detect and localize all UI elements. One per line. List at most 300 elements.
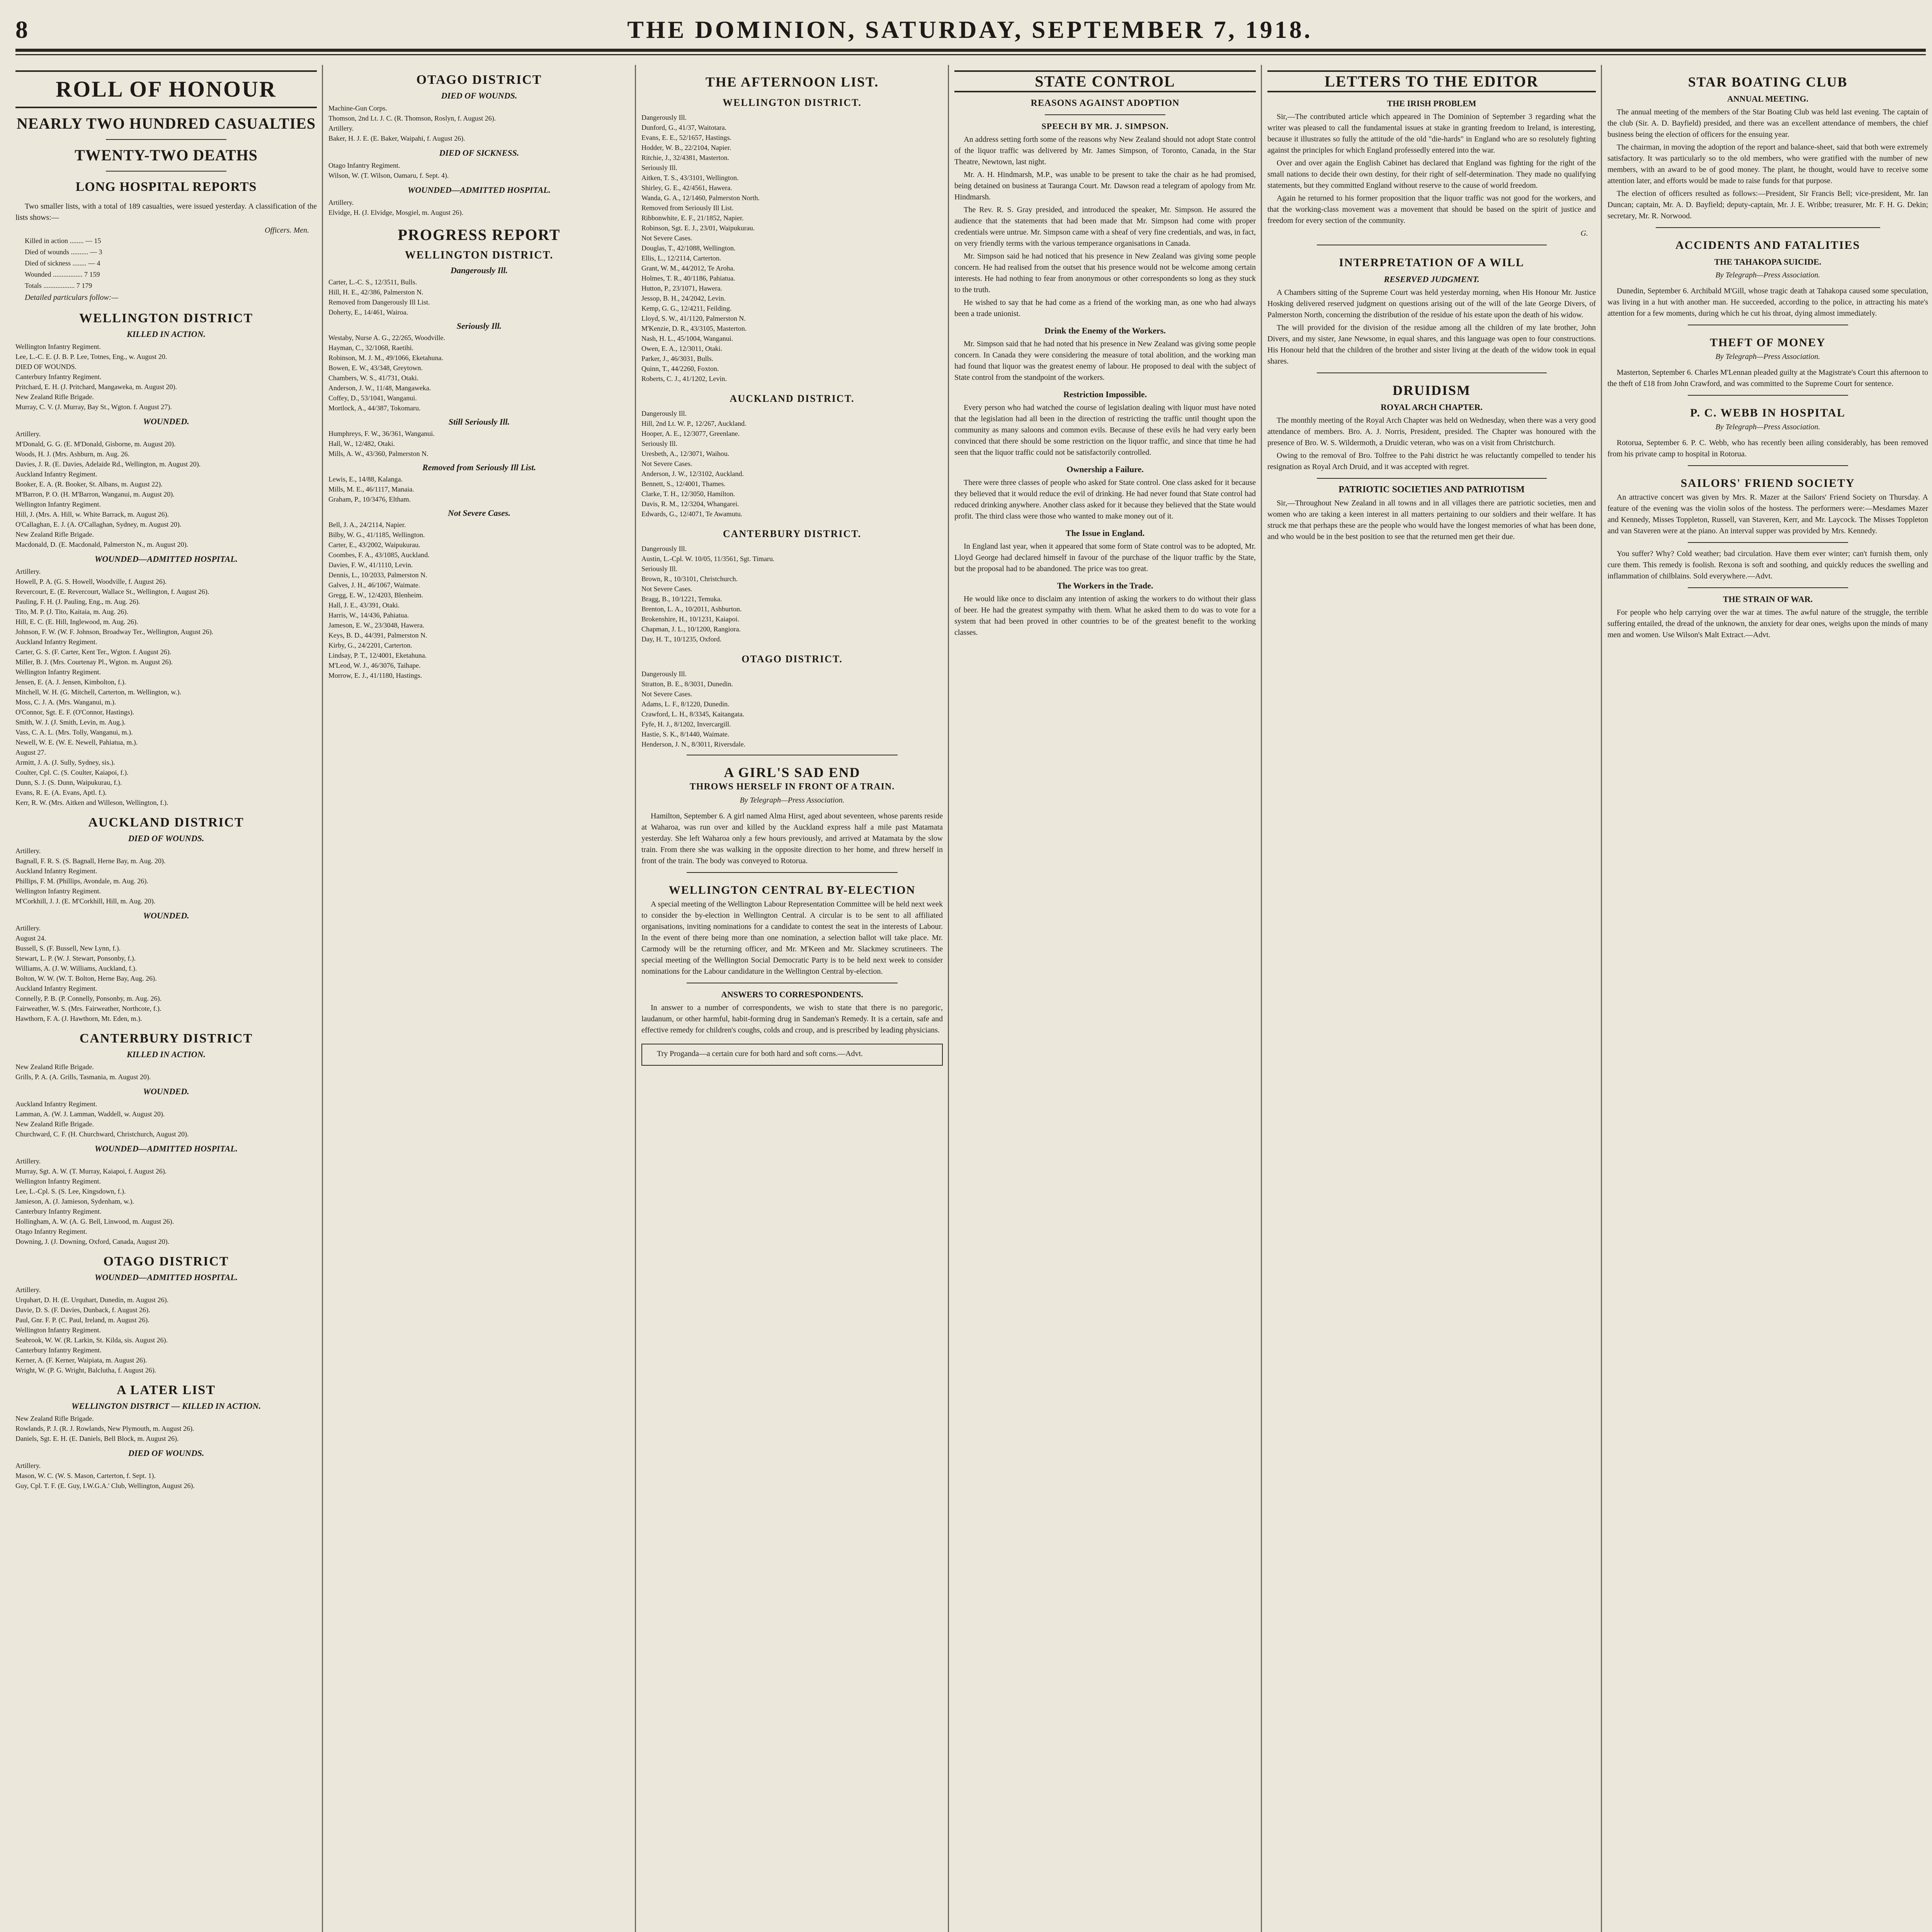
girl-byline: By Telegraph—Press Association. (740, 796, 845, 804)
casualty-entry: Booker, E. A. (R. Booker, St. Albans, m. August 22). (15, 480, 163, 488)
casualty-list (328, 198, 630, 218)
progress-groups (328, 265, 630, 680)
progress-entry: Bennett, S., 12/4001, Thames. (641, 480, 726, 488)
district-heading: WELLINGTON DISTRICT (79, 311, 253, 325)
casualty-section-heading: WOUNDED. (143, 911, 189, 920)
afternoon-list (641, 113, 943, 384)
casualty-entry: Daniels, Sgt. E. H. (E. Daniels, Bell Block, m. August 26). (15, 1435, 179, 1442)
progress-group-heading: Removed from Seriously Ill List. (422, 463, 536, 472)
casualty-entry: Urquhart, D. H. (E. Urquhart, Dunedin, m. August 26). (15, 1296, 168, 1304)
state-control-subhead: Restriction Impossible. (1063, 389, 1147, 399)
sailors-title: SAILORS' FRIEND SOCIETY (1680, 477, 1855, 490)
casualty-entry: New Zealand Rifle Brigade. (15, 1415, 94, 1422)
divider (1688, 587, 1848, 588)
progress-entry: Robinson, M. J. M., 49/1066, Eketahuna. (328, 354, 443, 362)
afternoon-entry: Douglas, T., 42/1088, Wellington. (641, 244, 736, 252)
casualty-entry: New Zealand Rifle Brigade. (15, 393, 94, 401)
progress-entry: Brokenshire, H., 10/1231, Kaiapoi. (641, 615, 739, 623)
irish-body (1267, 111, 1596, 226)
progress-entry: Westaby, Nurse A. G., 22/265, Woodville. (328, 334, 446, 342)
patriotic-body (1267, 498, 1596, 543)
state-control-paragraph: He would like once to disclaim any intention of asking the workers to do without their glass of beer. He had the greatest sympathy with them. What he asked them to do was to vote for a system that had been proved in other countries to be of the greatest benefit to the working classes. (954, 595, 1256, 637)
casualty-entry: Canterbury Infantry Regiment. (15, 373, 102, 381)
casualty-entry: Artillery. (328, 124, 354, 132)
casualty-section-heading: DIED OF WOUNDS. (128, 1448, 204, 1458)
otago-progress-district: OTAGO DISTRICT. (742, 653, 843, 665)
column-rule (1601, 65, 1602, 1932)
progress-entry: Lewis, E., 14/88, Kalanga. (328, 475, 403, 483)
state-control-subhead: The Workers in the Trade. (1057, 581, 1153, 590)
casualty-list (15, 1414, 317, 1444)
strain-advert: For people who help carrying over the war at times. The awful nature of the struggle, the terrible suffering entailed, the dread of the unknown, the anxiety for dear ones, weighs upon the minds of many men and women. Use Wilson's Malt Extract.—Advt. (1607, 608, 1928, 639)
will-paragraph: The will provided for the division of the residue among all the children of my late brother, John Divers, and my sister, Jane Newsome, in equal shares, and this language was open to four constructions. His Honour held that the children of the brother and sister living at the death of the widow took in equal shares. (1267, 323, 1596, 366)
progress-group-heading: Dangerously Ill. (451, 265, 508, 275)
casualty-entry: Wellington Infantry Regiment. (15, 1177, 101, 1185)
roll-subtitle-3: LONG HOSPITAL REPORTS (75, 180, 257, 194)
progress-entry: Bell, J. A., 24/2114, Napier. (328, 521, 406, 529)
casualty-list (328, 161, 630, 180)
irish-signature: G. (1580, 229, 1588, 238)
progress-entry: Gregg, E. W., 12/4203, Blenheim. (328, 591, 423, 599)
divider (106, 171, 226, 172)
roll-headbox (15, 70, 317, 108)
canterbury-progress-district: CANTERBURY DISTRICT. (723, 528, 862, 539)
state-control-body (954, 134, 1256, 638)
patriotic-title: PATRIOTIC SOCIETIES AND PATRIOTISM (1338, 485, 1525, 495)
progress-entry: Graham, P., 10/3476, Eltham. (328, 495, 411, 503)
afternoon-entry: Grant, W. M., 44/2012, Te Aroha. (641, 264, 735, 272)
will-paragraph: A Chambers sitting of the Supreme Court was held yesterday morning, when His Honour Mr. Justice Hosking delivered reserved judgment on questions arising out of the will of the late George Divers, of Palmerston North, concerning the distribution of the residue of his estate upon the death of his widow. (1267, 288, 1596, 319)
progress-entry: Dennis, L., 10/2033, Palmerston N. (328, 571, 427, 579)
column-rule (322, 65, 323, 1932)
suicide-body: Dunedin, September 6. Archibald M'Gill, whose tragic death at Tahakopa caused some speculation, was living in a hut with another man. He succeeded, according to the police, in attracting his mate's attention for a few moments, during which he cut his throat, dying almost immediately. (1607, 287, 1928, 318)
druidism-paragraph: Owing to the removal of Bro. Tolfree to the Pahi district he was reluctantly compelled to tender his resignation as Royal Arch Druid, and it was accepted with regret. (1267, 451, 1596, 471)
progress-entry: Stratton, B. E., 8/3031, Dunedin. (641, 680, 733, 688)
theft-body: Masterton, September 6. Charles M'Lennan pleaded guilty at the Magistrate's Court this afternoon to the theft of £18 from John Crawford, and was committed to the Supreme Court for sentence. (1607, 368, 1928, 388)
theft-title: THEFT OF MONEY (1710, 336, 1826, 349)
casualty-entry: Murray, C. V. (J. Murray, Bay St., Wgton. f. August 27). (15, 403, 172, 411)
casualty-entry: Artillery. (15, 568, 41, 575)
casualty-section-heading: WOUNDED. (143, 1087, 189, 1096)
progress-entry: Mills, A. W., 43/360, Palmerston N. (328, 450, 429, 457)
answers-body: In answer to a number of correspondents, we wish to state that there is no paregoric, laudanum, or other harmful, habit-forming drug in Sandeman's Remedy. It is a certain, safe and effective remedy for children's coughs, colds and croup, and is prescribed by leading physicians. (641, 1003, 943, 1034)
casualty-entry: Artillery. (15, 1286, 41, 1294)
byelection-body: A special meeting of the Wellington Labour Representation Committee will be held next week to consider the by-election in Wellington Central. A circular is to be sent to all affiliated organisations, inviting nominations for a candidate to contest the seat in the interests of Labour. In the event of there being more than one nomination, a selection ballot will take place. Mr. Carmody will be the returning officer, and Mr. M'Keen and Mr. Slackmey scrutineers. The special meeting of the Wellington Social Democratic Party is to be held next week to consider nominations for the Labour candidature in the Wellington Central by-election. (641, 900, 943, 976)
casualty-entry: Artillery. (15, 847, 41, 855)
afternoon-entry: Hutton, P., 23/1071, Hawera. (641, 284, 722, 292)
afternoon-entry: Nash, H. L., 45/1004, Wanganui. (641, 335, 733, 342)
casualty-entry: Bolton, W. W. (W. T. Bolton, Herne Bay, Aug. 26). (15, 975, 157, 982)
afternoon-entry: Aitken, T. S., 43/3101, Wellington. (641, 174, 739, 182)
casualty-entry: Lee, L.-Cpl. S. (S. Lee, Kingsdown, f.). (15, 1187, 126, 1195)
casualty-entry: Kerner, A. (F. Kerner, Waipiata, m. August 26). (15, 1356, 147, 1364)
druidism-title: DRUIDISM (1392, 383, 1471, 398)
casualty-entry: August 24. (15, 934, 46, 942)
casualty-entry: Artillery. (15, 924, 41, 932)
afternoon-entry: Parker, J., 46/3031, Bulls. (641, 355, 714, 362)
col2-districts (328, 74, 630, 218)
progress-entry: Dangerously Ill. (641, 670, 687, 678)
afternoon-entry: Ribbonwhite, E. F., 21/1852, Napier. (641, 214, 744, 222)
progress-entry: Chambers, W. S., 41/731, Otaki. (328, 374, 418, 382)
divider (1688, 542, 1848, 543)
progress-entry: Harris, W., 14/436, Pahiatua. (328, 611, 409, 619)
casualty-entry: Artillery. (328, 199, 354, 206)
divider (1045, 114, 1165, 115)
casualty-entry: Wellington Infantry Regiment. (15, 887, 101, 895)
state-control-paragraph: Mr. Simpson said that he had noted that his presence in New Zealand was giving some people concern. In Canada they were considering the measure of total abolition, and the working man had found that liquor was the greatest enemy of labour. He proposed to deal with the subject of State control from the standpoint of the workers. (954, 340, 1256, 382)
divider (1688, 465, 1848, 466)
roll-subtitle-1: NEARLY TWO HUNDRED CASUALTIES (16, 115, 316, 132)
column-2 (328, 65, 630, 1932)
casualty-entry: Auckland Infantry Regiment. (15, 985, 97, 992)
irish-paragraph: Again he returned to his former proposition that the liquor traffic was not good for the workers, and that the working-class movement was a movement that should be based on the spirit of justice and freedom for every section of the community. (1267, 194, 1596, 225)
progress-group-heading: Not Severe Cases. (448, 508, 510, 518)
girl-title: A GIRL'S SAD END (724, 765, 861, 780)
district-heading: A LATER LIST (117, 1383, 216, 1397)
casualty-list (15, 1156, 317, 1247)
progress-entry: Not Severe Cases. (641, 585, 692, 593)
progress-entry: Fyfe, H. J., 8/1202, Invercargill. (641, 720, 731, 728)
progress-entry: Doherty, E., 14/461, Wairoa. (328, 308, 408, 316)
chilblains-advert: You suffer? Why? Cold weather; bad circulation. Have them ever winter; can't furnish them, only cure them. This remedy is foolish. Rexona is soft and soothing, and quickly reduces the swelling and inflammation of chilblains. Sold everywhere.—Advt. (1607, 549, 1928, 580)
summary-row: Totals .................. 7 179 (25, 282, 92, 289)
progress-entry: Keys, B. D., 44/391, Palmerston N. (328, 631, 427, 639)
casualty-entry: Evans, R. E. (A. Evans, Aptl. f.). (15, 789, 107, 796)
casualty-entry: Bagnall, F. R. S. (S. Bagnall, Herne Bay, m. Aug. 20). (15, 857, 166, 865)
casualty-entry: Davie, D. S. (F. Davies, Dunback, f. August 26). (15, 1306, 150, 1314)
casualty-entry: Guy, Cpl. T. F. (E. Guy, I.W.G.A.' Club, Wellington, August 26). (15, 1482, 195, 1490)
druidism-body (1267, 415, 1596, 473)
casualty-entry: Newell, W. E. (W. E. Newell, Pahiatua, m.). (15, 738, 138, 746)
casualty-list (15, 429, 317, 549)
afternoon-entry: Roberts, C. J., 41/1202, Levin. (641, 375, 727, 383)
state-control-subhead: The Issue in England. (1065, 528, 1145, 538)
progress-entry: Carter, E., 43/2002, Waipukurau. (328, 541, 420, 549)
casualty-section-heading: WOUNDED—ADMITTED HOSPITAL. (94, 1272, 238, 1282)
divider (1317, 478, 1547, 479)
progress-entry: Dangerously Ill. (641, 410, 687, 417)
roll-subtitle-2: TWENTY-TWO DEATHS (75, 146, 258, 164)
casualty-entry: Canterbury Infantry Regiment. (15, 1208, 102, 1215)
casualty-entry: Lamman, A. (W. J. Lamman, Waddell, w. August 20). (15, 1110, 165, 1118)
proganda-advert (641, 1044, 943, 1066)
casualty-section-heading: WOUNDED—ADMITTED HOSPITAL. (94, 554, 238, 564)
casualty-entry: Smith, W. J. (J. Smith, Levin, m. Aug.). (15, 718, 126, 726)
will-body (1267, 287, 1596, 367)
webb-byline: By Telegraph—Press Association. (1715, 423, 1820, 431)
progress-group-heading: Seriously Ill. (456, 321, 502, 331)
masthead-rule (15, 49, 1926, 52)
casualty-entry: Thomson, 2nd Lt. J. C. (R. Thomson, Roslyn, f. August 26). (328, 114, 496, 122)
state-control-paragraph: There were three classes of people who asked for State control. One class asked for it because they believed that it would reduce the evil of drinking. He had never found that State control had reduced drinking anywhere. Another class asked for it because they believed that the State would profit. The third class were those who wanted to make money out of it. (954, 478, 1256, 520)
progress-entry: Bilby, W. G., 41/1185, Wellington. (328, 531, 425, 539)
casualty-entry: Bussell, S. (F. Bussell, New Lynn, f.). (15, 944, 121, 952)
casualty-entry: Mitchell, W. H. (G. Mitchell, Carterton, m. Wellington, w.). (15, 688, 181, 696)
masthead-rule-thin (15, 54, 1926, 55)
divider (106, 139, 226, 140)
casualty-entry: Stewart, L. P. (W. J. Stewart, Ponsonby, f.). (15, 954, 136, 962)
afternoon-entry: Evans, E. E., 52/1657, Hastings. (641, 134, 731, 141)
casualty-entry: Wellington Infantry Regiment. (15, 1326, 101, 1334)
summary-row: Died of sickness ........ — 4 (25, 259, 100, 267)
star-boating-subtitle: ANNUAL MEETING. (1727, 94, 1809, 104)
casualty-entry: Grills, P. A. (A. Grills, Tasmania, m. August 20). (15, 1073, 151, 1081)
otago-progress-list (641, 669, 943, 749)
divider (1317, 372, 1547, 373)
letters-title: LETTERS TO THE EDITOR (1325, 73, 1539, 90)
afternoon-entry: Seriously Ill. (641, 164, 677, 172)
progress-entry: Jameson, E. W., 23/3048, Hawera. (328, 621, 424, 629)
casualty-entry: Auckland Infantry Regiment. (15, 867, 97, 875)
casualty-entry: Auckland Infantry Regiment. (15, 638, 97, 646)
district-heading: CANTERBURY DISTRICT (79, 1031, 253, 1046)
progress-entry: M'Leod, W. J., 46/3076, Taihape. (328, 662, 421, 669)
state-control-paragraph: Mr. Simpson said he had noticed that his presence in New Zealand was giving some people concern. He had realised from the outset that his presence would not be welcome among certain interests. He had nothing to fear from anonymous or other correspondents so long as they stuck to the truth. (954, 252, 1256, 294)
afternoon-entry: Owen, E. A., 12/3011, Otaki. (641, 345, 723, 352)
theft-byline: By Telegraph—Press Association. (1715, 352, 1820, 361)
casualty-entry: M'Corkhill, J. J. (E. M'Corkhill, Hill, m. Aug. 20). (15, 897, 156, 905)
state-control-paragraph: He wished to say that he had come as a friend of the working man, as one who had always been a trade unionist. (954, 298, 1256, 318)
roll-summary (15, 236, 317, 291)
star-boating-paragraph: The annual meeting of the members of the Star Boating Club was held last evening. The captain of the club (Sir. A. D. Bayfield) presided, and there was an excellent attendance of members, the chief business being the election of officers for the ensuing year. (1607, 108, 1928, 139)
casualty-entry: Hollingham, A. W. (A. G. Bell, Linwood, m. August 26). (15, 1218, 174, 1225)
casualty-entry: Connelly, P. B. (P. Connelly, Ponsonby, m. Aug. 26). (15, 995, 162, 1002)
casualty-entry: Canterbury Infantry Regiment. (15, 1346, 102, 1354)
state-control-paragraph: Mr. A. H. Hindmarsh, M.P., was unable to be present to take the chair as he had promised, being detained on business at Tauranga Court. Mr. Dawson read a telegram of apology from Mr. Hindmarsh. (954, 170, 1256, 201)
casualty-entry: Paul, Gnr. F. P. (C. Paul, Ireland, m. August 26). (15, 1316, 150, 1324)
casualty-entry: Armitt, J. A. (J. Sully, Sydney, sis.). (15, 759, 115, 766)
proganda-advert-text: Try Proganda—a certain cure for both hard and soft corns.—Advt. (657, 1049, 863, 1058)
girl-subtitle: THROWS HERSELF IN FRONT OF A TRAIN. (689, 782, 895, 792)
casualty-entry: New Zealand Rifle Brigade. (15, 1063, 94, 1071)
casualty-entry: Vass, C. A. L. (Mrs. Tolly, Wanganui, m.). (15, 728, 133, 736)
casualty-entry: Wellington Infantry Regiment. (15, 500, 101, 508)
casualty-entry: Hill, E. C. (E. Hill, Inglewood, m. Aug. 26). (15, 618, 138, 626)
afternoon-entry: Holmes, T. R., 40/1186, Pahiatua. (641, 274, 735, 282)
star-boating-paragraph: The chairman, in moving the adoption of the report and balance-sheet, said that both were extremely satisfactory. It was particularly so to the old members, who were gratified with the number of new members, with an award to be of good money. The plant, he thought, would have to receive some attention later, and efforts would be made to raise funds for that purpose. (1607, 143, 1928, 185)
progress-group-heading: Still Seriously Ill. (448, 417, 510, 427)
casualty-list (15, 567, 317, 808)
divider (1656, 227, 1880, 228)
casualty-list (15, 1285, 317, 1375)
star-boating-body (1607, 107, 1928, 222)
casualty-entry: Seabrook, W. W. (R. Larkin, St. Kilda, sis. August 26). (15, 1336, 168, 1344)
casualty-entry: Artillery. (15, 430, 41, 438)
casualty-entry: Otago Infantry Regiment. (15, 1228, 87, 1235)
district-heading: OTAGO DISTRICT (103, 1254, 229, 1269)
progress-entry: Kirby, G., 24/2201, Carterton. (328, 641, 412, 649)
casualty-entry: Downing, J. (J. Downing, Oxford, Canada, August 20). (15, 1238, 169, 1245)
afternoon-entry: Ellis, L., 12/2114, Carterton. (641, 254, 721, 262)
roll-summary-header: Officers. Men. (265, 226, 309, 235)
casualty-entry: August 27. (15, 748, 46, 756)
progress-entry: Bragg, B., 10/1221, Temuka. (641, 595, 722, 603)
casualty-entry: Dunn, S. J. (S. Dunn, Waipukurau, f.). (15, 779, 122, 786)
progress-entry: Lindsay, P. T., 12/4001, Eketahuna. (328, 651, 427, 659)
casualty-section-heading: WOUNDED—ADMITTED HOSPITAL. (407, 185, 551, 195)
casualty-entry: Artillery. (15, 1462, 41, 1469)
progress-entry: Davies, F. W., 41/1110, Levin. (328, 561, 413, 569)
casualty-entry: Mason, W. C. (W. S. Mason, Carterton, f. Sept. 1). (15, 1472, 156, 1480)
afternoon-entry: Not Severe Cases. (641, 234, 692, 242)
accidents-title: ACCIDENTS AND FATALITIES (1675, 239, 1861, 252)
state-control-paragraph: In England last year, when it appeared that some form of State control was to be adopted, Mr. Lloyd George had declared himself in favour of the purchase of the liquor traffic by the State, but the proposal had to be abandoned. The price was too great. (954, 542, 1256, 573)
casualty-entry: DIED OF WOUNDS. (15, 363, 77, 371)
casualty-section-heading: DIED OF WOUNDS. (128, 833, 204, 843)
casualty-entry: Lee, L.-C. E. (J. B. P. Lee, Totnes, Eng., w. August 20. (15, 353, 167, 361)
state-control-speech: SPEECH BY MR. J. SIMPSON. (1041, 121, 1169, 131)
casualty-list (15, 1461, 317, 1491)
star-boating-title: STAR BOATING CLUB (1688, 74, 1848, 90)
casualty-entry: Churchward, C. F. (H. Churchward, Christchurch, August 20). (15, 1130, 189, 1138)
progress-entry: Davis, R. M., 12/3204, Whangarei. (641, 500, 739, 508)
progress-entry: Galves, J. H., 46/1067, Waimate. (328, 581, 420, 589)
afternoon-entry: Shirley, G. E., 42/4561, Hawera. (641, 184, 732, 192)
progress-entry: Mills, M. E., 46/1117, Manaia. (328, 485, 414, 493)
progress-entry: Anderson, J. W., 11/48, Mangaweka. (328, 384, 431, 392)
column-rule (635, 65, 636, 1932)
progress-entry: Austin, L.-Cpl. W. 10/05, 11/3561, Sgt. Timaru. (641, 555, 775, 563)
progress-entry: Humphreys, F. W., 36/361, Wanganui. (328, 430, 435, 437)
progress-entry: Anderson, J. W., 12/3102, Auckland. (641, 470, 744, 478)
casualty-entry: Macdonald, D. (E. Macdonald, Palmerston N., m. August 20). (15, 541, 188, 548)
casualty-entry: Auckland Infantry Regiment. (15, 470, 97, 478)
star-boating-paragraph: The election of officers resulted as follows:—President, Sir Francis Bell; vice-president, Mr. Ian Duncan; captain, Mr. A. D. Bayfield; deputy-captain, Mr. J. E. Wribbe; treasurer, Mr. F. H. G. Dekin; secretary, Mr. R. Norwood. (1607, 189, 1928, 220)
afternoon-entry: Quinn, T., 44/2260, Foxton. (641, 365, 719, 372)
casualty-entry: Phillips, F. M. (Phillips, Avondale, m. Aug. 26). (15, 877, 148, 885)
column-1 (15, 65, 317, 1932)
afternoon-title: THE AFTERNOON LIST. (705, 74, 879, 90)
masthead (15, 15, 1924, 43)
progress-entry: Seriously Ill. (641, 440, 677, 447)
afternoon-entry: Wanda, G. A., 12/1460, Palmerston North. (641, 194, 760, 202)
progress-entry: Not Severe Cases. (641, 460, 692, 468)
afternoon-entry: Dunford, G., 41/37, Waitotara. (641, 124, 727, 131)
casualty-section-heading: DIED OF WOUNDS. (441, 91, 517, 100)
druidism-subtitle: ROYAL ARCH CHAPTER. (1381, 402, 1483, 412)
casualty-entry: Howell, P. A. (G. S. Howell, Woodville, f. August 26). (15, 578, 167, 585)
progress-entry: Hill, 2nd Lt. W. P., 12/267, Auckland. (641, 420, 747, 427)
progress-entry: Hall, J. E., 43/391, Otaki. (328, 601, 400, 609)
will-subtitle: RESERVED JUDGMENT. (1384, 274, 1480, 284)
casualty-entry: Carter, G. S. (F. Carter, Kent Ter., Wgton. f. August 26). (15, 648, 172, 656)
casualty-list (15, 1062, 317, 1082)
progress-entry: Clarke, T. H., 12/3050, Hamilton. (641, 490, 735, 498)
casualty-entry: Otago Infantry Regiment. (328, 162, 400, 169)
casualty-entry: Williams, A. (J. W. Williams, Auckland, f.). (15, 964, 137, 972)
casualty-section-heading: WELLINGTON DISTRICT — KILLED IN ACTION. (71, 1401, 261, 1411)
page-number: 8 (15, 16, 28, 43)
sailors-body: An attractive concert was given by Mrs. R. Mazer at the Sailors' Friend Society on Thursday. A feature of the evening was the violin solos of the hostess. The performers were:—Mesdames Mazer and Kennedy, Misses Toppleton, Russell, van Staveren, Kerr, and Mr. Laycock. The Misses Toppleton and van Staveren were at the piano. An interval supper was provided by Mrs. Kennedy. (1607, 493, 1928, 535)
casualty-section-heading: WOUNDED—ADMITTED HOSPITAL. (94, 1144, 238, 1153)
casualty-entry: Machine-Gun Corps. (328, 104, 387, 112)
casualty-entry: New Zealand Rifle Brigade. (15, 531, 94, 538)
will-title: INTERPRETATION OF A WILL (1339, 256, 1524, 269)
column-6 (1607, 65, 1928, 1932)
district-heading: AUCKLAND DISTRICT (88, 815, 244, 830)
answers-title: ANSWERS TO CORRESPONDENTS. (721, 990, 863, 999)
afternoon-entry: Dangerously Ill. (641, 114, 687, 121)
casualty-entry: Moss, C. J. A. (Mrs. Wanganui, m.). (15, 698, 116, 706)
progress-entry: Brenton, L. A., 10/2011, Ashburton. (641, 605, 742, 613)
casualty-entry: Wright, W. (P. G. Wright, Balclutha, f. August 26). (15, 1366, 156, 1374)
state-control-paragraph: An address setting forth some of the reasons why New Zealand should not adopt State control of the liquor traffic was delivered by Mr. James Simpson, of Toronto, Canada, in the Star Theatre, Newtown, last night. (954, 135, 1256, 166)
progress-entry: Henderson, J. N., 8/3011, Riversdale. (641, 740, 746, 748)
column-4 (954, 65, 1256, 1932)
casualty-list (15, 342, 317, 412)
casualty-entry: Pauling, F. H. (J. Pauling, Eng., m. Aug. 26). (15, 598, 140, 605)
progress-entry: Carter, L.-C. S., 12/3511, Bulls. (328, 278, 417, 286)
progress-entry: Morrow, E. J., 41/1180, Hastings. (328, 672, 422, 679)
casualty-entry: Baker, H. J. E. (E. Baker, Waipahi, f. August 26). (328, 134, 465, 142)
state-control-subtitle: REASONS AGAINST ADOPTION (1031, 98, 1180, 108)
casualty-entry: Murray, Sgt. A. W. (T. Murray, Kaiapoi, f. August 26). (15, 1167, 167, 1175)
casualty-entry: Hawthorn, F. A. (J. Hawthorn, Mt. Eden, m.). (15, 1015, 142, 1022)
divider (1688, 395, 1848, 396)
progress-entry: Chapman, J. L., 10/1200, Rangiora. (641, 625, 741, 633)
summary-row: Died of wounds .......... — 3 (25, 248, 102, 256)
progress-entry: Hayman, C., 32/1068, Raetihi. (328, 344, 413, 352)
casualty-entry: M'Barron, P. O. (H. M'Barron, Wanganui, m. August 20). (15, 490, 175, 498)
byelection-title: WELLINGTON CENTRAL BY-ELECTION (668, 884, 916, 896)
masthead-title: THE DOMINION, SATURDAY, SEPTEMBER 7, 1918. (627, 16, 1313, 43)
casualty-entry: Tito, M. P. (J. Tito, Kaitaia, m. Aug. 26). (15, 608, 128, 616)
column-3 (641, 65, 943, 1932)
progress-entry: Uresbeth, A., 12/3071, Waihou. (641, 450, 730, 457)
druidism-paragraph: The monthly meeting of the Royal Arch Chapter was held on Wednesday, when there was a very good attendance of members. Bro. A. J. Norris, President, presided. The Chapter was honoured with the presence of Bro. W. S. Wildermoth, a Druidic veteran, who was on a visit from Christchurch. (1267, 416, 1596, 447)
patriotic-paragraph: Sir,—Throughout New Zealand in all towns and in all villages there are patriotic societies, men and women who are taking a keen interest in all matters pertaining to our soldiers and their welfare. It has struck me that perhaps these are the people who would have the longest memories of what has been done, and who would be in the best position to see that the returned men get their due. (1267, 499, 1596, 541)
progress-entry: Bowen, E. W., 43/348, Greytown. (328, 364, 423, 372)
casualty-list (15, 846, 317, 906)
district-heading: OTAGO DISTRICT (416, 73, 542, 87)
casualty-entry: Wellington Infantry Regiment. (15, 668, 101, 676)
auckland-progress-list (641, 409, 943, 519)
divider (687, 872, 898, 873)
casualty-section-heading: KILLED IN ACTION. (127, 329, 206, 339)
progress-entry: Adams, L. F., 8/1220, Dunedin. (641, 700, 730, 708)
roll-intro: Two smaller lists, with a total of 189 casualties, were issued yesterday. A classification of the lists shows:— (15, 202, 317, 222)
casualty-entry: Jensen, E. (A. J. Jensen, Kimbolton, f.). (15, 678, 126, 686)
afternoon-entry: Jessop, B. H., 24/2042, Levin. (641, 294, 726, 302)
roll-details-label: Detailed particulars follow:— (25, 293, 119, 302)
canterbury-progress-list (641, 544, 943, 644)
casualty-entry: Auckland Infantry Regiment. (15, 1100, 97, 1108)
irish-paragraph: Sir,—The contributed article which appeared in The Dominion of September 3 regarding what the writer was pleased to call the fundamental issues at stake in granting freedom to Ireland, is interesting, because it illustrates so fully the attitude of the old "die-hards" in England who are so resolutely fighting against the principles for which England professedly entered into the war. (1267, 112, 1596, 155)
webb-title: P. C. WEBB IN HOSPITAL (1690, 406, 1845, 419)
progress-entry: Mortlock, A., 44/387, Tokomaru. (328, 404, 421, 412)
progress-entry: Edwards, G., 12/4071, Te Awamutu. (641, 510, 743, 518)
progress-entry: Hill, H. E., 42/386, Palmerston N. (328, 288, 423, 296)
progress-title: PROGRESS REPORT (398, 226, 561, 243)
webb-body: Rotorua, September 6. P. C. Webb, who has recently been ailing considerably, has been removed from his private camp to hospital in Rotorua. (1607, 439, 1928, 458)
progress-entry: Dangerously Ill. (641, 545, 687, 553)
progress-entry: Hastie, S. K., 8/1440, Waimate. (641, 730, 730, 738)
state-control-paragraph: The Rev. R. S. Gray presided, and introduced the speaker, Mr. Simpson. He assured the audience that the statements that had been made that Mr. Simpson had come with proper credentials were untrue. Mr. Simpson came with a sheaf of very fine credentials, and was, in fact, on very friendly terms with the various temperance organisations in Canada. (954, 206, 1256, 248)
casualty-list (15, 1099, 317, 1139)
casualty-entry: Pritchard, E. H. (J. Pritchard, Mangaweka, m. August 20). (15, 383, 177, 391)
casualty-entry: Johnson, F. W. (W. F. Johnson, Broadway Ter., Wellington, August 26). (15, 628, 214, 636)
progress-entry: Hall, W., 12/482, Otaki. (328, 440, 395, 447)
casualty-entry: Miller, B. J. (Mrs. Courtenay Pl., Wgton. m. August 26). (15, 658, 173, 666)
irish-paragraph: Over and over again the English Cabinet has declared that England was fighting for the right of the small nations to decide their own destiny, for their right of self-determination. They made no qualifying statements, but they committed England without reserve to the cause of world freedom. (1267, 159, 1596, 190)
summary-row: Wounded ................. 7 159 (25, 270, 100, 278)
casualty-entry: Elvidge, H. (J. Elvidge, Mosgiel, m. August 26). (328, 209, 463, 216)
casualty-entry: Kerr, R. W. (Mrs. Aitken and Willeson, Wellington, f.). (15, 799, 168, 806)
progress-district: WELLINGTON DISTRICT. (405, 249, 554, 261)
afternoon-district: WELLINGTON DISTRICT. (723, 97, 862, 108)
casualty-entry: Jamieson, A. (J. Jamieson, Sydenham, w.). (15, 1197, 134, 1205)
